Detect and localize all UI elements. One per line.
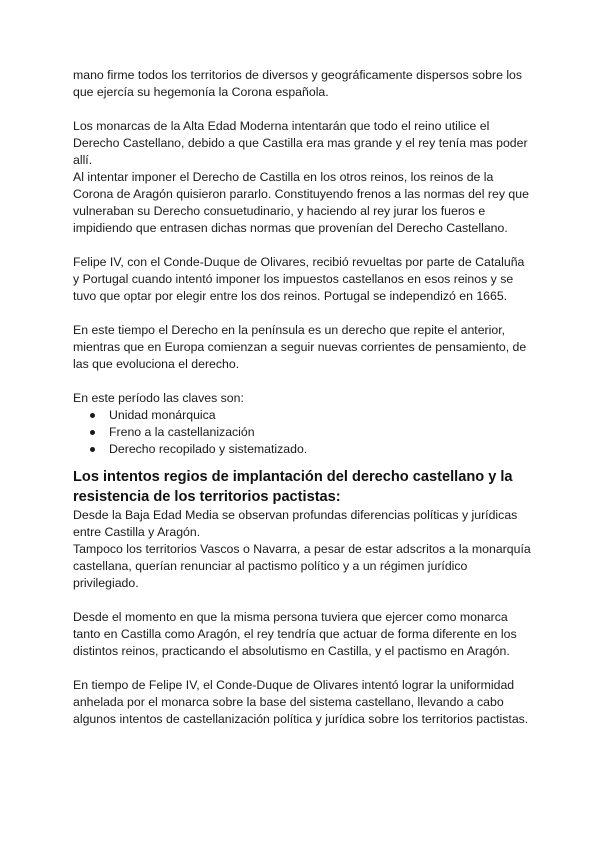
paragraph-corona-aragon: Al intentar imponer el Derecho de Castilla en los otros reinos, los reinos de la Corona de Aragón quisieron pararlo. Constituyendo frenos a las normas del rey que vulneraban su Derecho consuetudinario, y haciendo al rey jurar los fueros e impidiendo que entrasen dichas normas que provenían del Derecho Castellano. bbox=[73, 170, 529, 235]
paragraph-monarcas: Los monarcas de la Alta Edad Moderna intentarán que todo el reino utilice el Derecho Castellano, debido a que Castilla era mas grande y el rey tenía mas poder allí. bbox=[73, 119, 528, 167]
list-item: Freno a la castellanización bbox=[73, 424, 533, 441]
bullet-icon bbox=[90, 430, 95, 435]
claves-list bbox=[73, 407, 533, 458]
paragraph-baja-edad-media: Desde la Baja Edad Media se observan profundas diferencias políticas y jurídicas entre Castilla y Aragón. bbox=[73, 508, 518, 539]
paragraph-vascos-navarra: Tampoco los territorios Vascos o Navarra, a pesar de estar adscritos a la monarquía castellana, querían renunciar al pactismo político y a un régimen jurídico privilegiado. bbox=[73, 542, 531, 590]
bullet-icon bbox=[90, 447, 95, 452]
bullet-icon bbox=[90, 413, 95, 418]
paragraph-felipe-iv: Felipe IV, con el Conde-Duque de Olivares, recibió revueltas por parte de Cataluña y Portugal cuando intentó imponer los impuestos castellanos en esos reinos y se tuvo que optar por elegir entre los dos reinos. Portugal se independizó en 1665. bbox=[73, 255, 525, 303]
paragraph-misma-persona: Desde el momento en que la misma persona tuviera que ejercer como monarca tanto en Castilla como Aragón, el rey tendría que actuar de forma diferente en los distintos reinos, practicando el absolutismo en Castilla, y el pactismo en Aragón. bbox=[73, 610, 517, 658]
paragraph-continuation: mano firme todos los territorios de diversos y geográficamente dispersos sobre los que ejercía su hegemonía la Corona española. bbox=[73, 68, 523, 99]
paragraph-olivares: En tiempo de Felipe IV, el Conde-Duque de Olivares intentó lograr la uniformidad anhelada por el monarca sobre la base del sistema castellano, llevando a cabo algunos intentos de castellanización política y jurídica sobre los territorios pactistas. bbox=[73, 678, 529, 726]
paragraph-derecho-peninsula: En este tiempo el Derecho en la península es un derecho que repite el anterior, mientras que en Europa comienzan a seguir nuevas corrientes de pensamiento, de las que evoluciona el derecho. bbox=[73, 323, 527, 371]
document-body bbox=[73, 67, 533, 728]
list-item: Derecho recopilado y sistematizado. bbox=[73, 441, 533, 458]
section-heading: Los intentos regios de implantación del derecho castellano y la resistencia de los territorios pactistas: bbox=[73, 469, 513, 505]
paragraph-claves-intro: En este período las claves son: bbox=[73, 391, 244, 405]
list-item: Unidad monárquica bbox=[73, 407, 533, 424]
